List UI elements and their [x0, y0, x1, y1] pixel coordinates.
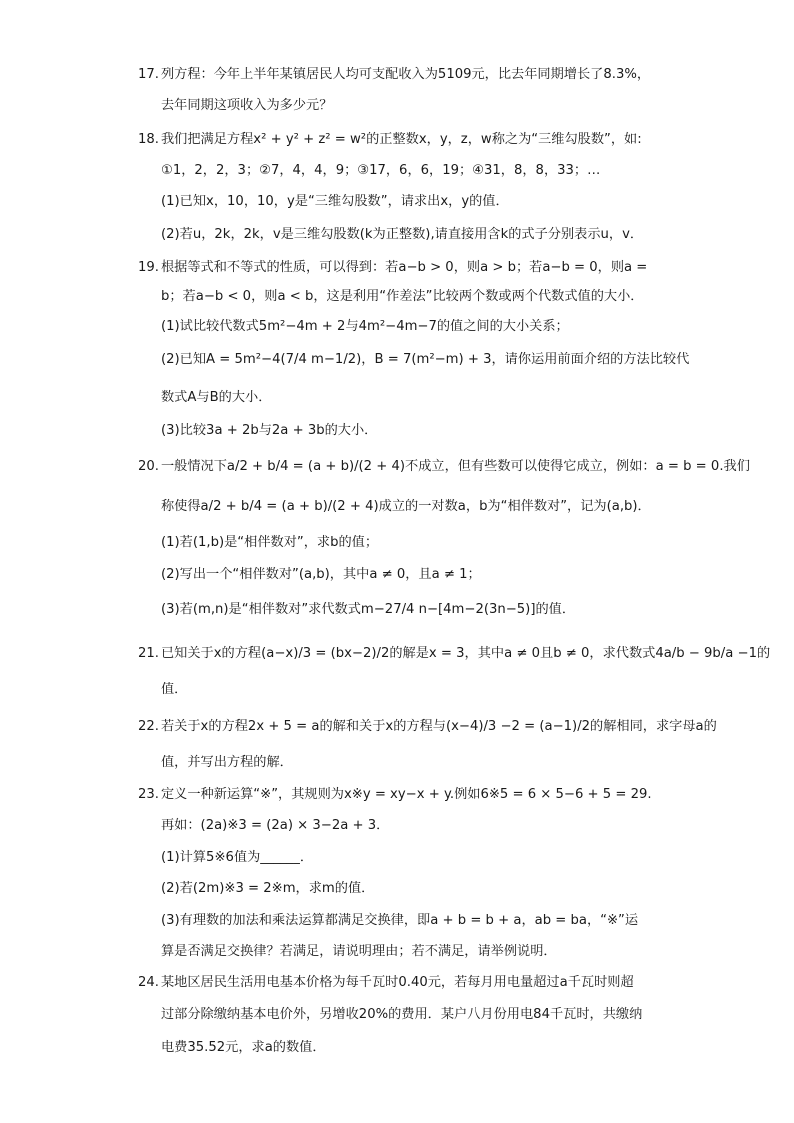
- question-text-line: (3)若(m,n)是“相伴数对”求代数式m−27/4 n−[4m−2(3n−5)]的值．: [161, 602, 576, 617]
- question-text-line: (3)比较3a + 2b与2a + 3b的大小．: [161, 423, 378, 438]
- question-text-line: 再如：(2a)※3 = (2a) × 3−2a + 3．: [161, 818, 390, 833]
- question-text-line: 值，并写出方程的解．: [161, 755, 293, 770]
- question-text-line: 若关于x的方程2x + 5 = a的解和关于x的方程与(x−4)/3 −2 = (a−1)/2的解相同，求字母a的: [161, 719, 717, 734]
- question-text-line: (2)写出一个“相伴数对”(a,b)，其中a ≠ 0，且a ≠ 1；: [161, 567, 481, 582]
- question-text-line: 去年同期这项收入为多少元？: [161, 98, 333, 113]
- question-text-line: (2)已知A = 5m²−4(7/4 m−1/2)，B = 7(m²−m) + 3，请你运用前面介绍的方法比较代: [161, 352, 690, 367]
- question-number: 20.: [138, 459, 159, 474]
- question-text-line: ①1，2，2，3；②7，4，4，9；③17，6，6，19；④31，8，8，33；…: [161, 163, 601, 178]
- question-text-line: 数式A与B的大小．: [161, 390, 272, 405]
- question-text-line: (1)计算5※6值为______．: [161, 850, 314, 865]
- question-number: 24.: [138, 975, 159, 990]
- question-text-line: 列方程：今年上半年某镇居民人均可支配收入为5109元，比去年同期增长了8.3%，: [161, 67, 651, 82]
- question-text-line: 算是否满足交换律？若满足，请说明理由；若不满足，请举例说明．: [161, 944, 557, 959]
- question-text-line: 我们把满足方程x² + y² + z² = w²的正整数x，y，z，w称之为“三维勾股数”，如:: [161, 132, 642, 147]
- question-text-line: (2)若u，2k，2k，v是三维勾股数(k为正整数),请直接用含k的式子分别表示u，v．: [161, 227, 644, 242]
- question-text-line: (3)有理数的加法和乘法运算都满足交换律，即a + b = b + a，ab = ba，“※”运: [161, 913, 639, 928]
- question-text-line: b；若a−b < 0，则a < b，这是利用“作差法”比较两个数或两个代数式值的大小．: [161, 289, 644, 304]
- question-text-line: (1)已知x，10，10，y是“三维勾股数”，请求出x，y的值．: [161, 194, 509, 209]
- question-text-line: (1)试比较代数式5m²−4m + 2与4m²−4m−7的值之间的大小关系；: [161, 319, 569, 334]
- question-text-line: 一般情况下a/2 + b/4 = (a + b)/(2 + 4)不成立，但有些数可以使得它成立，例如：a = b = 0.我们: [161, 459, 750, 474]
- question-number: 18.: [138, 132, 159, 147]
- question-text-line: 根据等式和不等式的性质，可以得到：若a−b > 0，则a > b；若a−b = 0，则a =: [161, 260, 648, 275]
- question-text-line: 电费35.52元，求a的数值．: [161, 1040, 326, 1055]
- question-text-line: (1)若(1,b)是“相伴数对”，求b的值；: [161, 535, 379, 550]
- question-text-line: 值．: [161, 682, 188, 697]
- question-text-line: 已知关于x的方程(a−x)/3 = (bx−2)/2的解是x = 3，其中a ≠ 0且b ≠ 0，求代数式4a/b − 9b/a −1的: [161, 646, 771, 661]
- question-number: 22.: [138, 719, 159, 734]
- question-number: 17.: [138, 67, 159, 82]
- question-text-line: 过部分除缴纳基本电价外，另增收20%的费用．某户八月份用电84千瓦时，共缴纳: [161, 1007, 643, 1022]
- question-text-line: (2)若(2m)※3 = 2※m，求m的值．: [161, 881, 375, 896]
- question-number: 21.: [138, 646, 159, 661]
- question-text-line: 称使得a/2 + b/4 = (a + b)/(2 + 4)成立的一对数a，b为“相伴数对”，记为(a,b)．: [161, 499, 651, 514]
- question-number: 23.: [138, 787, 159, 802]
- question-number: 19.: [138, 260, 159, 275]
- question-text-line: 某地区居民生活用电基本价格为每千瓦时0.40元，若每月用电量超过a千瓦时则超: [161, 975, 634, 990]
- question-text-line: 定义一种新运算“※”，其规则为x※y = xy−x + y.例如6※5 = 6 × 5−6 + 5 = 29.: [161, 787, 652, 802]
